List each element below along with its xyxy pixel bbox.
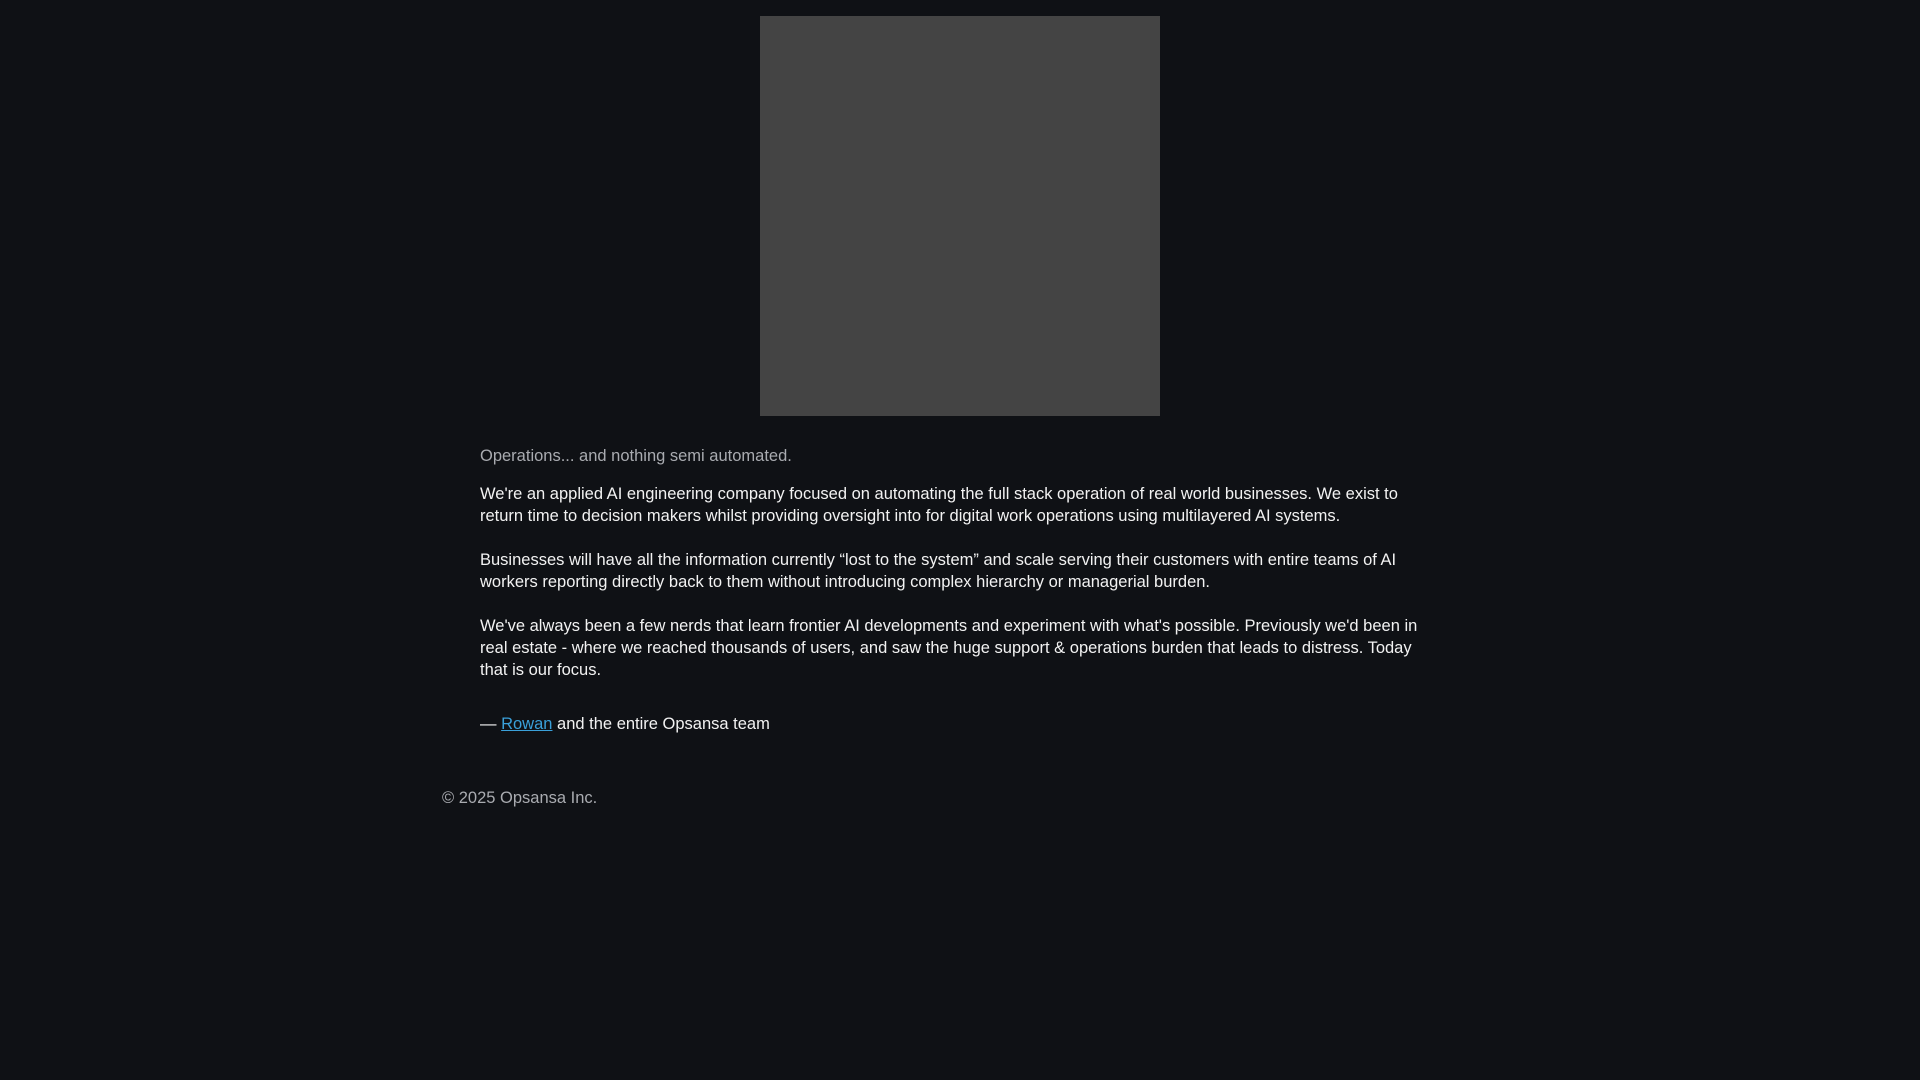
about-paragraph-3: We've always been a few nerds that learn frontier AI developments and experiment with what's possible. Previously we'd been in real estate - where we reached thousands of users, and saw the huge support & operations burden that leads to distress. Today that is our focus. [480, 617, 1418, 679]
hero-image [760, 16, 1160, 416]
tagline: Operations... and nothing semi automated. [480, 447, 792, 465]
about-paragraph-2: Businesses will have all the information currently “lost to the system” and scale serving their customers with entire teams of AI workers reporting directly back to them without introducing complex hierarchy or managerial burden. [480, 551, 1397, 591]
footer-copyright: © 2025 Opsansa Inc. [442, 789, 598, 807]
about-content [480, 445, 1430, 735]
signoff [480, 713, 1430, 735]
author-link-rowan[interactable]: Rowan [501, 715, 553, 733]
signoff-dash: — [480, 715, 502, 733]
signoff-rest: and the entire Opsansa team [552, 715, 770, 733]
about-paragraph-1: We're an applied AI engineering company focused on automating the full stack operation of real world businesses. We exist to return time to decision makers whilst providing oversight into for digital work operations using multilayered AI systems. [480, 485, 1398, 525]
